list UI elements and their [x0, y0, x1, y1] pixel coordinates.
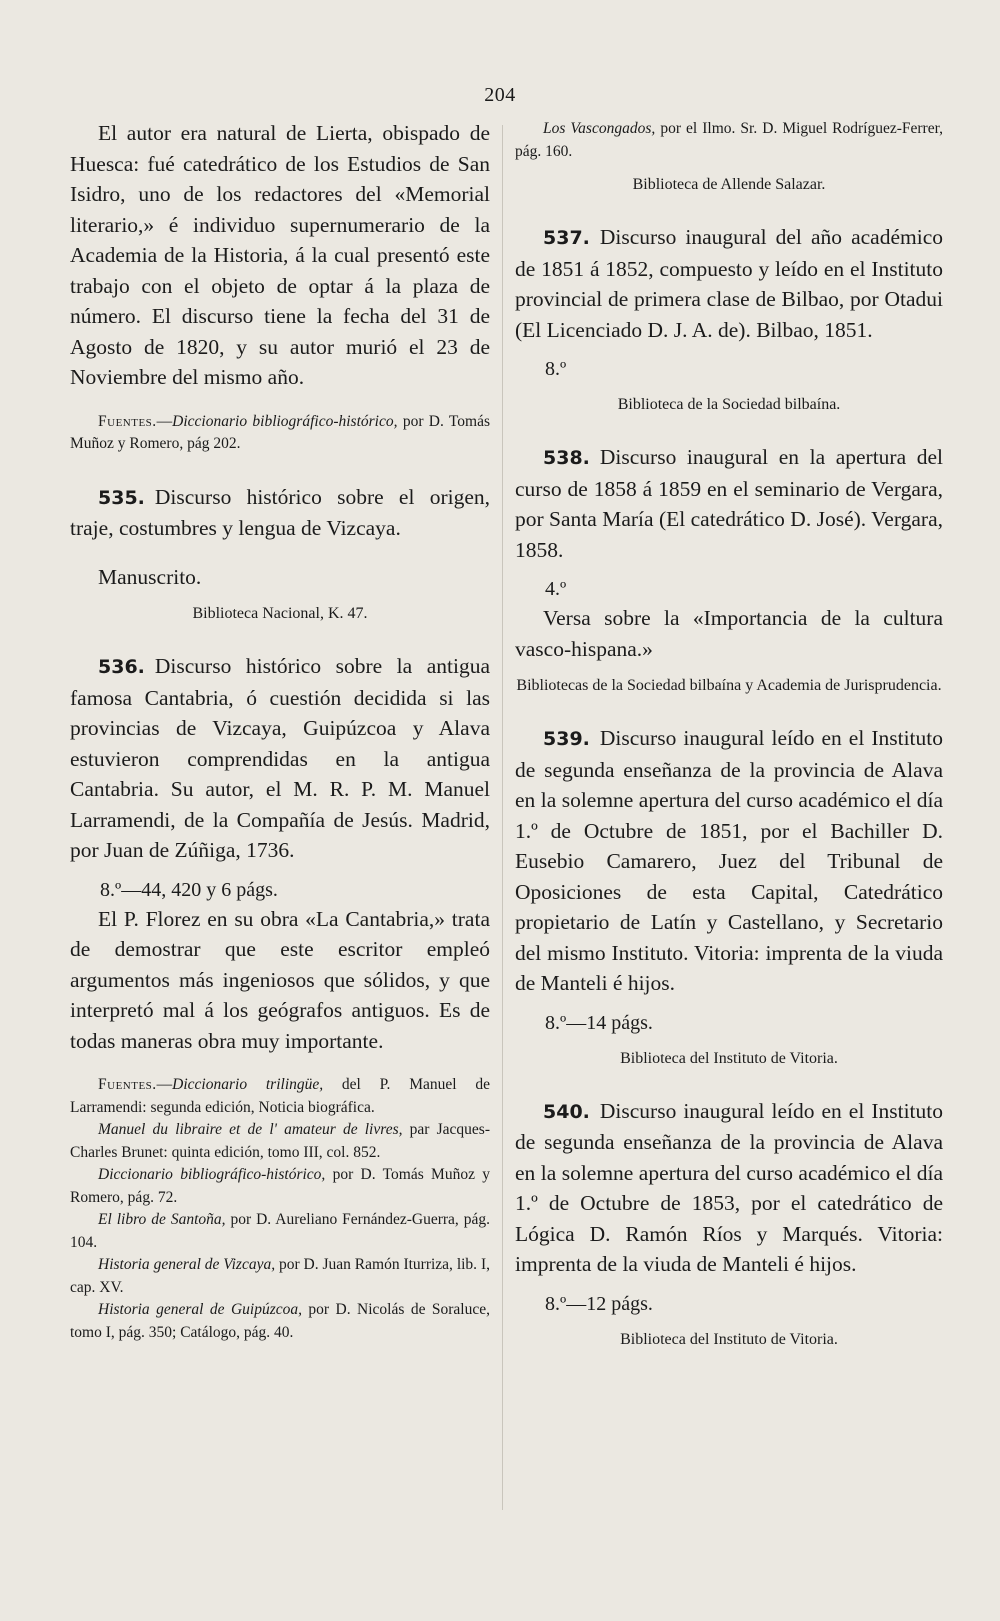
- fuentes-rest: par Jacques-Charles Brunet: quinta edición, tomo III, col. 852.: [70, 1121, 491, 1161]
- entry-text: Discurso histórico sobre la antigua famosa Cantabria, ó cuestión decidida si las provincias de Vizcaya, Guipúzcoa y Alava estuvieron comprendidas en la antigua Cantabria. Su autor, el M. R. P. M. Manuel Larramendi, de la Compañía de Jesús. Madrid, por Juan de Zúñiga, 1736.: [70, 654, 490, 862]
- fuentes-title: Diccionario bibliográfico-histórico,: [98, 1166, 326, 1183]
- source-title: Los Vascongados,: [543, 120, 656, 137]
- fuentes-note-2: Fuentes.—Diccionario trilingüe, del P. Manuel de Larramendi: segunda edición, Noticia biográfica.: [70, 1076, 490, 1116]
- continued-library: Biblioteca de Allende Salazar.: [632, 176, 826, 193]
- entry-text: Discurso inaugural del año académico de 1851 á 1852, compuesto y leído en el Instituto provincial de primera clase de Bilbao, por Otadui (El Licenciado D. J. A. de). Bilbao, 1851.: [515, 225, 943, 342]
- fuentes-rest: del P. Manuel de Larramendi: segunda edición, Noticia biográfica.: [70, 1076, 490, 1116]
- entry-text: Discurso inaugural leído en el Instituto de segunda enseñanza de la provincia de Alava en la solemne apertura del curso académico el día 1.º de Octubre de 1851, por el Bachiller D. Eusebio Camarero, Juez del Tribunal de Oposiciones de esta Capital, Catedrático propietario de Latín y Castellano, y Secretario del mismo Instituto. Vitoria: imprenta de la viuda de Manteli é hijos.: [515, 726, 943, 995]
- fuentes-note-1: Fuentes.—Diccionario bibliográfico-histórico, por D. Tomás Muñoz y Romero, pág 202.: [70, 412, 491, 452]
- fuentes-rest: por D. Aureliano Fernández-Guerra, pág. 104.: [70, 1211, 490, 1251]
- entry-number: 536.: [98, 656, 145, 678]
- entry-538-note: Versa sobre la «Importancia de la cultura vasco-hispana.»: [515, 606, 943, 661]
- left-column: [70, 118, 490, 1344]
- fuentes-rest: por D. Nicolás de Soraluce, tomo I, pág. 350; Catálogo, pág. 40.: [70, 1301, 490, 1341]
- entry-535: [70, 482, 490, 544]
- fuentes-item: [70, 1299, 490, 1344]
- entry-539-library: Biblioteca del Instituto de Vitoria.: [620, 1049, 838, 1067]
- entry-537-format: 8.º: [545, 358, 567, 380]
- fuentes-label: Fuentes.: [98, 1076, 157, 1093]
- entry-539: [515, 723, 943, 999]
- entry-text: Discurso histórico sobre el origen, traje, costumbres y lengua de Vizcaya.: [70, 484, 490, 540]
- intro-paragraph: El autor era natural de Lierta, obispado de Huesca: fué catedrático de los Estudios de San Isidro, uno de los redactores del «Memorial literario,» é individuo supernumerario de la Academia de la Historia, á la cual presentó este trabajo con el objeto de optar á la plaza de número. El discurso tiene la fecha del 31 de Agosto de 1820, y su autor murió el 23 de Noviembre del mismo año.: [70, 121, 490, 389]
- fuentes-title: Historia general de Vizcaya,: [98, 1256, 276, 1273]
- continued-source: [515, 118, 943, 163]
- entry-538: [515, 442, 943, 565]
- fuentes-title: El libro de Santoña,: [98, 1211, 226, 1228]
- entry-535-manuscript: Manuscrito.: [98, 564, 202, 589]
- entry-536-format: 8.º—44, 420 y 6 págs.: [100, 878, 278, 901]
- source-rest: por el Ilmo. Sr. D. Miguel Rodríguez-Ferrer, pág. 160.: [515, 120, 943, 160]
- entry-text: Discurso inaugural leído en el Instituto de segunda enseñanza de la provincia de Alava en la solemne apertura del curso académico el día 1.º de Octubre de 1853, por el catedrático de Lógica D. Ramón Ríos y Marqués. Vitoria: imprenta de la viuda de Manteli é hijos.: [515, 1098, 943, 1276]
- fuentes-title: Manuel du libraire et de l' amateur de livres,: [98, 1121, 403, 1138]
- fuentes-title: Diccionario bibliográfico-histórico,: [172, 412, 398, 430]
- fuentes-rest: por D. Tomás Muñoz y Romero, pág 202.: [70, 412, 491, 452]
- entry-535-library: Biblioteca Nacional, K. 47.: [192, 605, 368, 622]
- fuentes-item: [70, 1164, 490, 1209]
- fuentes-title: Diccionario trilingüe,: [172, 1076, 324, 1093]
- column-divider: [502, 125, 503, 1510]
- fuentes-item: [70, 1119, 490, 1164]
- entry-540-library: Biblioteca del Instituto de Vitoria.: [620, 1330, 838, 1348]
- entry-538-library: Bibliotecas de la Sociedad bilbaína y Academia de Jurisprudencia.: [516, 677, 942, 694]
- entry-number: 537.: [543, 227, 590, 249]
- fuentes-rest: por D. Juan Ramón Iturriza, lib. I, cap. XV.: [70, 1256, 490, 1296]
- fuentes-item: [70, 1209, 490, 1254]
- entry-text: Discurso inaugural en la apertura del curso de 1858 á 1859 en el seminario de Vergara, por Santa María (El catedrático D. José). Vergara, 1858.: [515, 445, 943, 562]
- entry-537-library: Biblioteca de la Sociedad bilbaína.: [617, 396, 841, 413]
- fuentes-rest: por D. Tomás Muñoz y Romero, pág. 72.: [70, 1166, 490, 1206]
- entry-538-format: 4.º: [545, 578, 567, 600]
- fuentes-label: Fuentes.: [98, 412, 157, 430]
- entry-number: 535.: [98, 486, 145, 509]
- entry-536-note: El P. Florez en su obra «La Cantabria,» trata de demostrar que este escritor empleó argumentos más ingeniosos que sólidos, y que interpretó mal á los geógrafos antiguos. Es de todas maneras obra muy importante.: [70, 906, 490, 1053]
- entry-540: [515, 1096, 943, 1280]
- right-column: [515, 118, 943, 1351]
- fuentes-item: [70, 1254, 490, 1299]
- entry-539-format: 8.º—14 págs.: [545, 1011, 653, 1034]
- page-number: 204: [484, 84, 516, 106]
- entry-number: 538.: [543, 447, 590, 469]
- entry-537: [515, 222, 943, 345]
- entry-number: 539.: [543, 728, 590, 750]
- entry-540-format: 8.º—12 págs.: [545, 1292, 653, 1315]
- entry-536: [70, 651, 490, 866]
- entry-number: 540.: [543, 1100, 590, 1123]
- fuentes-title: Historia general de Guipúzcoa,: [98, 1301, 302, 1318]
